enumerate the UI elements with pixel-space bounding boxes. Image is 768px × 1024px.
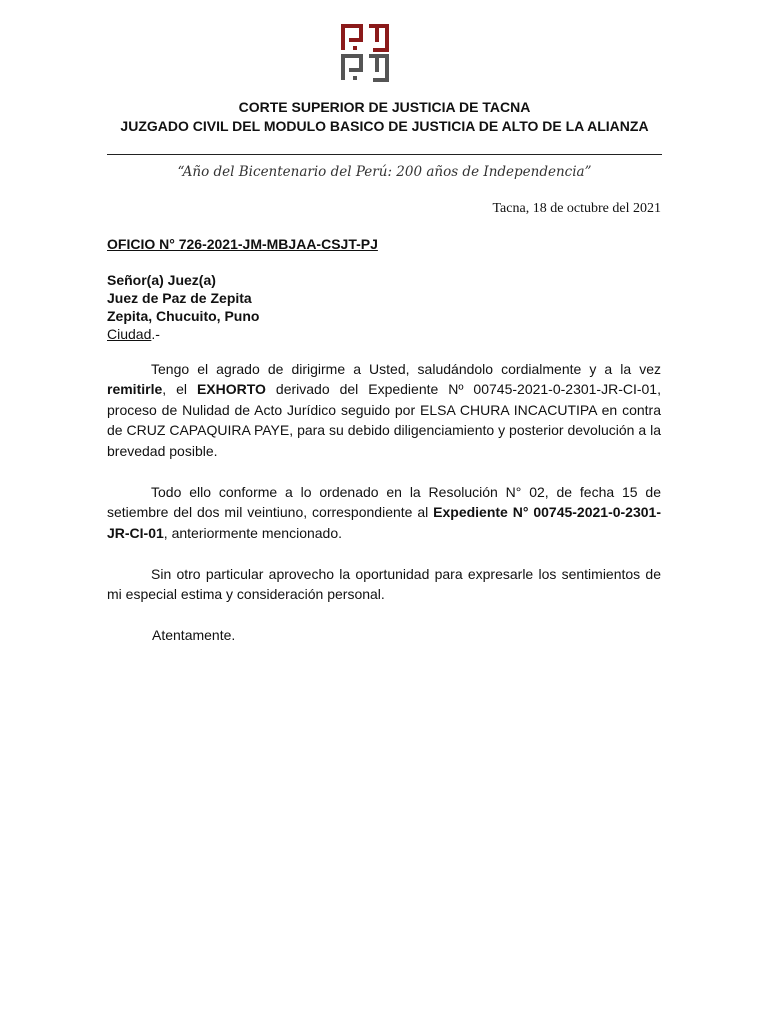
p1-bold-exhorto: EXHORTO — [196, 381, 266, 398]
p1-text-2: , el — [162, 381, 197, 398]
p2-text-2: , anteriormente mencionado. — [163, 524, 343, 541]
city-label: Ciudad — [107, 326, 152, 342]
p1-text-3: derivado del Expediente Nº 00745-2021-0-2301-JR-CI-01, proceso de Nulidad de Acto Jurídico seguido por ELSA CHURA INCACUTIPA en contra de CRUZ CAPAQUIRA PAYE, para su debido diligenciamiento y posterior devolución a la brevedad posible. — [107, 381, 661, 459]
addressee-location: Zepita, Chucuito, Puno — [107, 308, 260, 324]
p2-text-1: Todo ello conforme a lo ordenado en la Resolución N° 02, de fecha 15 de setiembre del dos mil veintiuno, correspondiente al — [107, 484, 661, 521]
court-office-name: JUZGADO CIVIL DEL MODULO BASICO DE JUSTICIA DE ALTO DE LA ALIANZA — [120, 118, 649, 134]
body-paragraph-3: Sin otro particular aprovecho la oportunidad para expresarle los sentimientos de mi especial estima y consideración personal. — [107, 566, 661, 603]
addressee-title: Señor(a) Juez(a) — [107, 272, 216, 288]
closing-salutation: Atentamente. — [152, 627, 236, 643]
body-paragraph-2 — [107, 482, 661, 543]
year-motto: “Año del Bicentenario del Perú: 200 años de Independencia” — [177, 164, 592, 180]
document-date: Tacna, 18 de octubre del 2021 — [492, 201, 661, 216]
p1-bold-remitirle: remitirle — [107, 381, 163, 398]
body-paragraph-1 — [107, 359, 661, 461]
header-divider — [107, 154, 662, 155]
pj-logo-icon — [340, 22, 392, 84]
city-suffix: .- — [151, 326, 160, 342]
addressee-city — [107, 326, 160, 342]
court-name: CORTE SUPERIOR DE JUSTICIA DE TACNA — [238, 99, 531, 115]
addressee-office: Juez de Paz de Zepita — [107, 290, 252, 306]
oficio-number: OFICIO N° 726-2021-JM-MBJAA-CSJT-PJ — [107, 236, 378, 252]
p1-text-1: Tengo el agrado de dirigirme a Usted, saludándolo cordialmente y a la vez — [151, 361, 661, 377]
p2-bold-expediente: Expediente N° 00745-2021-0-2301-JR-CI-01 — [107, 504, 661, 541]
